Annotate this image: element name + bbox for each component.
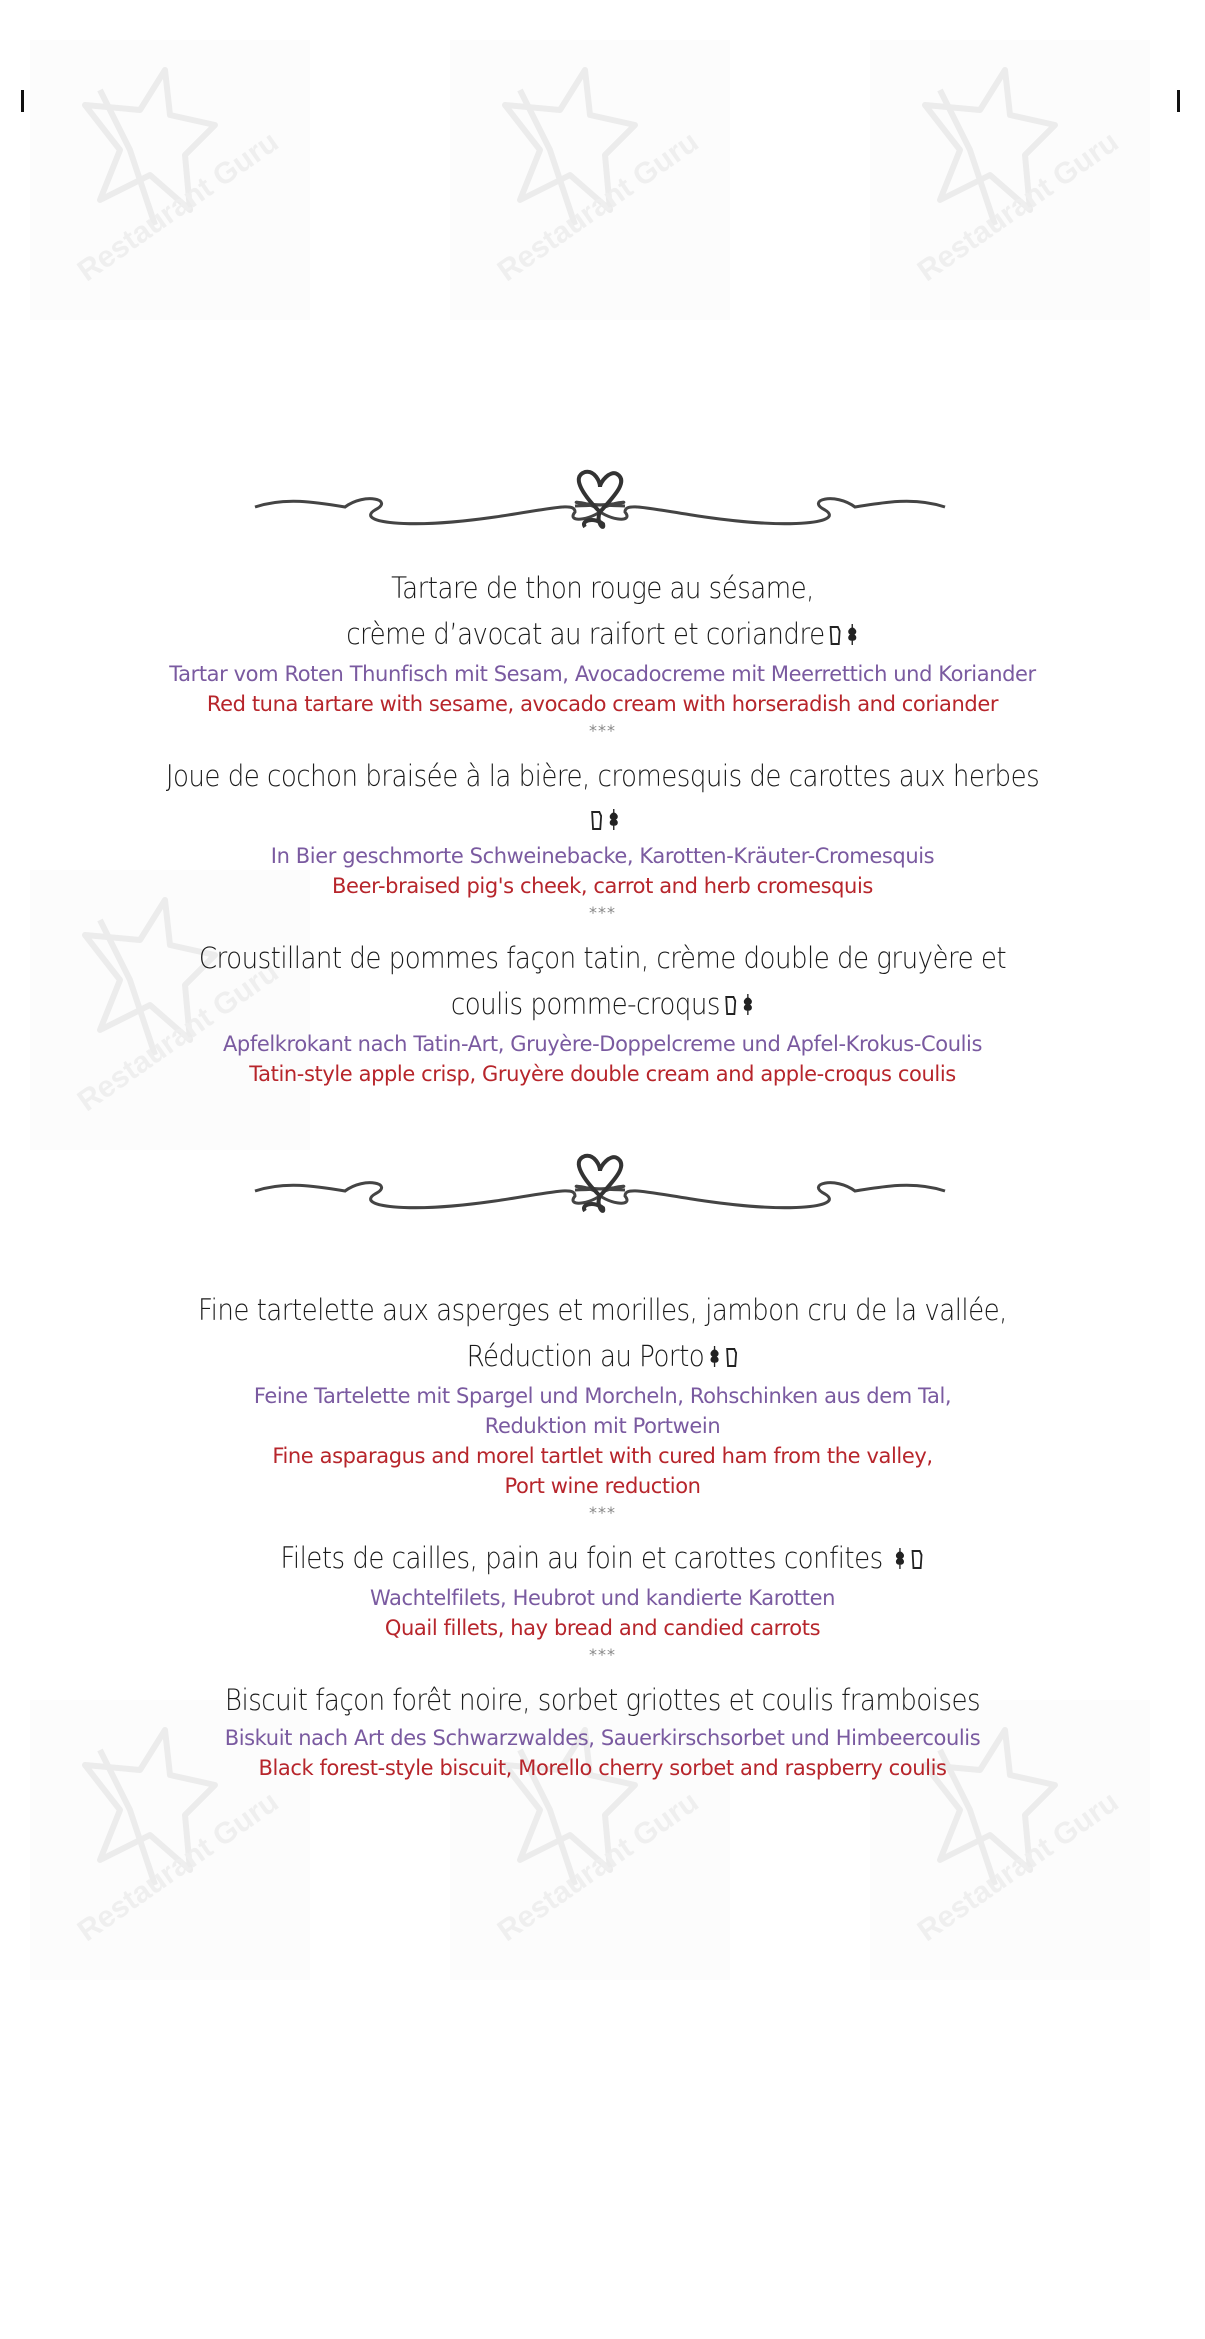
watermark-text: Restaurant Guru <box>491 1785 705 1948</box>
menu-section-2 <box>0 1287 1205 1783</box>
dish-tuna-tartare <box>0 565 1205 741</box>
pitcher-icon <box>910 1537 924 1583</box>
pitcher-icon <box>724 1335 738 1381</box>
dish-description-de: Feine Tartelette mit Spargel und Morcheln, Rohschinken aus dem Tal, <box>253 1384 952 1408</box>
pitcher-icon <box>724 983 738 1029</box>
dish-title-fr: Joue de cochon braisée à la bière, cromesquis de carottes aux herbes <box>165 759 1040 793</box>
dish-title-fr: Réduction au Porto <box>60 1333 1145 1381</box>
dish-description-de: Reduktion mit Portwein <box>484 1414 721 1438</box>
dish-description-de: Tartar vom Roten Thunfisch mit Sesam, Avocadocreme mit Meerrettich und Koriander <box>169 662 1036 686</box>
menu-section-1 <box>0 565 1205 1089</box>
separator-stars: *** <box>589 1645 616 1664</box>
watermark-text: Restaurant Guru <box>71 125 285 288</box>
watermark-text: Restaurant Guru <box>911 1785 1125 1948</box>
page-edge-mark-left <box>21 90 24 112</box>
heart-flourish-icon <box>245 1146 955 1226</box>
dish-apple-crisp <box>0 935 1205 1089</box>
page-edge-mark-right <box>1177 90 1180 112</box>
dish-description-de: Biskuit nach Art des Schwarzwaldes, Sauerkirschsorbet und Himbeercoulis <box>224 1726 981 1750</box>
dish-description-de: Wachtelfilets, Heubrot und kandierte Karotten <box>369 1586 836 1610</box>
dish-description-en: Quail fillets, hay bread and candied carrots <box>384 1616 821 1640</box>
pitcher-icon <box>828 613 842 659</box>
dish-description-de: Apfelkrokant nach Tatin-Art, Gruyère-Doppelcreme und Apfel-Krokus-Coulis <box>222 1032 983 1056</box>
wheat-icon <box>607 801 620 841</box>
separator-stars: *** <box>589 903 616 922</box>
heart-flourish-icon <box>245 462 955 542</box>
watermark-text: Restaurant Guru <box>911 125 1125 288</box>
dish-pig-cheek <box>0 753 1205 923</box>
dish-description-en: Beer-braised pig's cheek, carrot and herb cromesquis <box>332 874 873 898</box>
wheat-icon <box>742 983 755 1029</box>
dish-title-fr: Tartare de thon rouge au sésame, <box>391 571 814 605</box>
dish-title-fr: coulis pomme-croqus <box>60 981 1145 1029</box>
wheat-icon <box>894 1537 907 1583</box>
wheat-icon <box>708 1335 721 1381</box>
watermark-text: Restaurant Guru <box>71 955 285 1118</box>
watermark-tile <box>870 40 1150 320</box>
dish-title-fr: Fine tartelette aux asperges et morilles, jambon cru de la vallée, <box>198 1293 1007 1327</box>
separator-stars: *** <box>589 721 616 740</box>
dish-asparagus-tartlet <box>0 1287 1205 1523</box>
dish-description-en: Tatin-style apple crisp, Gruyère double cream and apple-croqus coulis <box>249 1062 956 1086</box>
pitcher-icon <box>589 801 603 841</box>
wheat-icon <box>846 613 859 659</box>
dish-title-fr: Filets de cailles, pain au foin et carottes confites <box>60 1535 1145 1583</box>
dish-title-fr: Croustillant de pommes façon tatin, crème double de gruyère et <box>198 941 1007 975</box>
dish-description-de: In Bier geschmorte Schweinebacke, Karotten-Kräuter-Cromesquis <box>270 844 935 868</box>
watermark-text: Restaurant Guru <box>491 125 705 288</box>
dish-title-fr: Biscuit façon forêt noire, sorbet griottes et coulis framboises <box>224 1683 981 1717</box>
dish-description-en: Red tuna tartare with sesame, avocado cream with horseradish and coriander <box>206 692 999 716</box>
separator-stars: *** <box>589 1503 616 1522</box>
watermark-tile <box>450 40 730 320</box>
watermark-tile <box>30 40 310 320</box>
dish-title-fr: crème d’avocat au raifort et coriandre <box>60 611 1145 659</box>
watermark-text: Restaurant Guru <box>71 1785 285 1948</box>
dish-black-forest-biscuit <box>0 1677 1205 1783</box>
dish-description-en: Black forest-style biscuit, Morello cherry sorbet and raspberry coulis <box>258 1756 947 1780</box>
dish-icons <box>60 799 1145 841</box>
dish-quail-fillets <box>0 1535 1205 1665</box>
dish-description-en: Port wine reduction <box>504 1474 701 1498</box>
dish-description-en: Fine asparagus and morel tartlet with cured ham from the valley, <box>272 1444 933 1468</box>
